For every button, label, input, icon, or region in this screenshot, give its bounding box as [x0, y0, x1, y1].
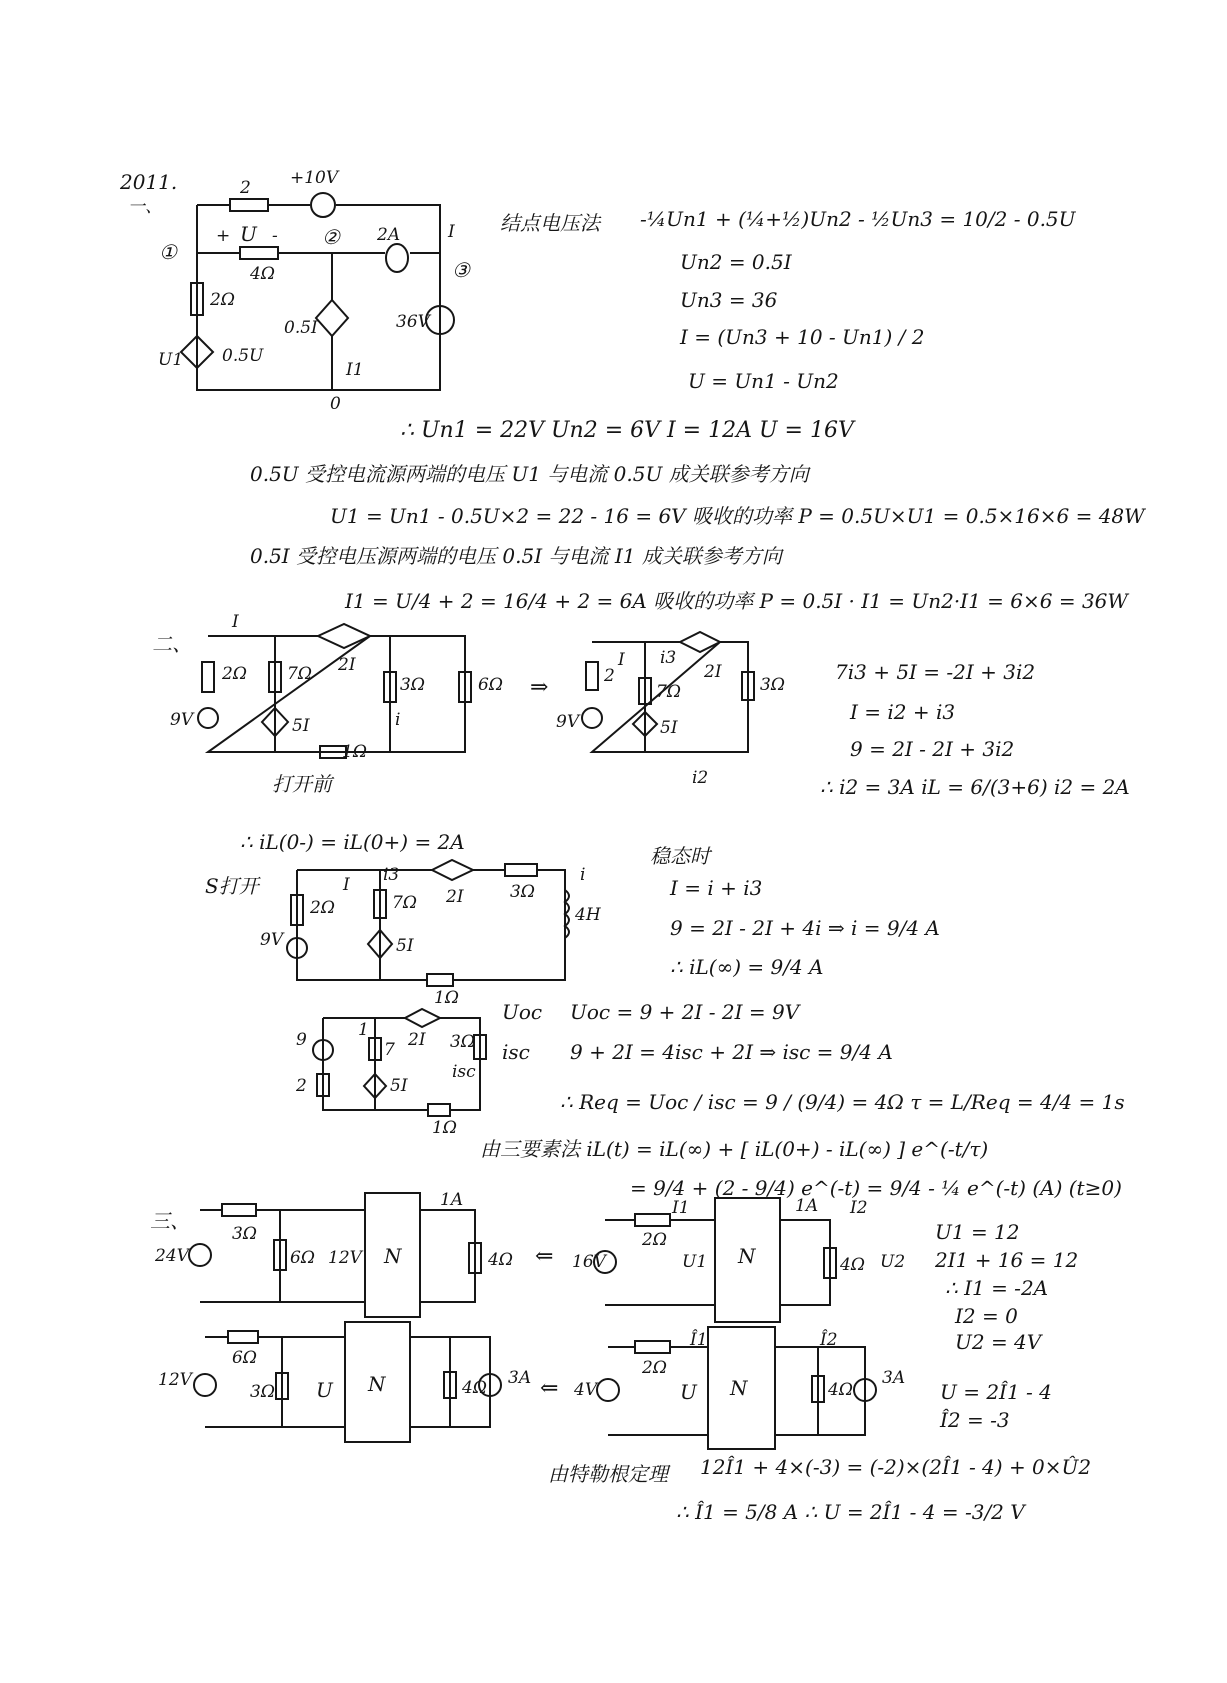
c3b-1a: 1A: [795, 1196, 819, 1216]
power-1: U1 = Un1 - 0.5U×2 = 22 - 16 = 6V 吸收的功率 P = 0.5U×U1 = 0.5×16×6 = 48W: [330, 504, 1145, 528]
c3-r2: 2Ω: [310, 898, 335, 918]
three-element-method: 由三要素法 iL(t) = iL(∞) + [ iL(0+) - iL(∞) ] e^(-t/τ): [480, 1137, 989, 1161]
c3-i-out: i: [580, 865, 586, 885]
steady-eq-3: ∴ iL(∞) = 9/4 A: [670, 955, 824, 979]
c3b-16v: 16V: [572, 1252, 606, 1272]
c3-5i: 5I: [396, 936, 414, 956]
label-4ohm: 4Ω: [250, 264, 275, 284]
label-36v: 36V: [396, 312, 430, 332]
c4-r1: 1Ω: [432, 1118, 457, 1138]
voltage-source-10v: [311, 193, 335, 217]
c2-r2: 2: [604, 666, 615, 686]
c3d-u: U: [680, 1380, 697, 1404]
voltage-source-4v: [597, 1379, 619, 1401]
uoc-equation: Uoc = 9 + 2I - 2I = 9V: [570, 1000, 800, 1024]
current-source-2a: [386, 244, 408, 272]
req-tau-equation: ∴ Req = Uoc / isc = 9 / (9/4) = 4Ω τ = L/Req = 4/4 = 1s: [560, 1090, 1125, 1114]
c3b-i2: I2: [850, 1198, 868, 1218]
c4-1: 1: [358, 1020, 369, 1040]
c3a-r6: 6Ω: [290, 1248, 315, 1268]
c4-5i: 5I: [390, 1076, 408, 1096]
right1-3: ∴ I1 = -2A: [945, 1276, 1049, 1300]
dependent-current-source: [680, 632, 720, 652]
label-node1: ①: [159, 240, 177, 264]
resistor: [505, 864, 537, 876]
resistor-2ohm: [635, 1214, 670, 1226]
right2-1: U = 2Î1 - 4: [940, 1380, 1052, 1404]
c1-2i: 2I: [338, 655, 356, 675]
uoc-label: Uoc: [502, 1000, 543, 1024]
circuit-2a: [198, 624, 471, 758]
c3a-1a: 1A: [440, 1190, 464, 1210]
power-2: I1 = U/4 + 2 = 16/4 + 2 = 6A 吸收的功率 P = 0.5I · I1 = Un2·I1 = 6×6 = 36W: [345, 589, 1128, 613]
label-i: I: [448, 222, 455, 242]
resistor: [202, 662, 214, 692]
c3-4h: 4H: [575, 905, 601, 925]
explanation-2: 0.5I 受控电压源两端的电压 0.5I 与电流 I1 成关联参考方向: [250, 544, 782, 568]
c3b-n: N: [738, 1244, 756, 1268]
c1-r3: 3Ω: [400, 675, 425, 695]
c3d-n: N: [730, 1376, 748, 1400]
label-10v: +10V: [290, 168, 339, 188]
equation-un3: Un3 = 36: [680, 288, 778, 312]
circuit-3b: [594, 1198, 836, 1322]
equation-i: I = (Un3 + 10 - Un1) / 2: [680, 325, 925, 349]
c1-i: I: [232, 612, 239, 632]
implies-arrow: ⇒: [530, 675, 549, 700]
c3d-3a: 3A: [882, 1368, 906, 1388]
problem-2-label: 二、: [152, 632, 192, 656]
circuit-3c: [194, 1322, 501, 1442]
label-node0: 0: [330, 394, 341, 414]
voltage-source: [198, 708, 218, 728]
voltage-source-12v: [194, 1374, 216, 1396]
c4-r3: 3Ω: [450, 1032, 475, 1052]
c3-i3: i3: [383, 865, 400, 885]
c3-i: I: [343, 875, 350, 895]
dependent-voltage-source: [316, 300, 348, 336]
resistor-2ohm: [635, 1341, 670, 1353]
eq-2-3: 9 = 2I - 2I + 3i2: [850, 737, 1015, 761]
resistor-4ohm: [240, 247, 278, 259]
c3-2i: 2I: [446, 887, 464, 907]
c1-r2: 2Ω: [222, 664, 247, 684]
resistor: [428, 1104, 450, 1116]
c3b-i1: I1: [672, 1198, 690, 1218]
c3b-u2: U2: [880, 1252, 906, 1272]
label-node2: ②: [322, 225, 340, 249]
label-2ohm: 2Ω: [210, 290, 235, 310]
resistor-6ohm: [228, 1331, 258, 1343]
c4-9: 9: [296, 1030, 307, 1050]
c2-2i: 2I: [704, 662, 722, 682]
label-r2: 2: [240, 178, 251, 198]
label-minus: -: [272, 226, 278, 246]
right1-2: 2I1 + 16 = 12: [935, 1248, 1079, 1272]
c2-i2: i2: [692, 768, 709, 788]
c3c-r3: 3Ω: [250, 1382, 275, 1402]
final-answer-3: ∴ Î1 = 5/8 A ∴ U = 2Î1 - 4 = -3/2 V: [676, 1500, 1025, 1524]
label-u: U: [240, 222, 257, 246]
resistor-3ohm: [222, 1204, 256, 1216]
c3c-3a: 3A: [508, 1368, 532, 1388]
c3-r7: 7Ω: [392, 893, 417, 913]
label-i1: I1: [346, 360, 364, 380]
c3d-r2: 2Ω: [642, 1358, 667, 1378]
initial-condition: ∴ iL(0-) = iL(0+) = 2A: [240, 830, 465, 854]
equiv-arrow-1: ⇐: [535, 1244, 554, 1269]
steady-eq-2: 9 = 2I - 2I + 4i ⇒ i = 9/4 A: [670, 916, 940, 940]
c3a-r4: 4Ω: [488, 1250, 513, 1270]
c3a-12v: 12V: [328, 1248, 362, 1268]
final-answer-2: = 9/4 + (2 - 9/4) e^(-t) = 9/4 - ¼ e^(-t) (A) (t≥0): [630, 1176, 1122, 1200]
c3d-i1h: Î1: [690, 1330, 708, 1350]
c2-r7: 7Ω: [656, 682, 681, 702]
label-2a: 2A: [377, 225, 401, 245]
right1-1: U1 = 12: [935, 1220, 1020, 1244]
c3c-12v: 12V: [158, 1370, 192, 1390]
c2-r3: 3Ω: [760, 675, 785, 695]
voltage-source: [582, 708, 602, 728]
eq-2-1: 7i3 + 5I = -2I + 3i2: [835, 660, 1036, 684]
method-label: 结点电压法: [500, 211, 600, 235]
steady-title: 稳态时: [650, 844, 710, 868]
equiv-arrow-2: ⇐: [540, 1376, 559, 1401]
resistor-2ohm: [230, 199, 268, 211]
tellegen-label: 由特勒根定理: [548, 1462, 668, 1486]
result-line: ∴ Un1 = 22V Un2 = 6V I = 12A U = 16V: [400, 418, 854, 443]
label-ctrl-u: 0.5U: [222, 346, 264, 366]
c4-7: 7: [384, 1040, 395, 1060]
c2-5i: 5I: [660, 718, 678, 738]
steady-eq-1: I = i + i3: [670, 876, 763, 900]
node-equation: -¼Un1 + (¼+½)Un2 - ½Un3 = 10/2 - 0.5U: [640, 207, 1076, 231]
eq-2-2: I = i2 + i3: [850, 700, 956, 724]
resistor: [586, 662, 598, 690]
c4-2: 2: [296, 1076, 307, 1096]
year-label: 2011.: [120, 170, 178, 194]
equation-un2: Un2 = 0.5I: [680, 250, 792, 274]
label-ctrl-i: 0.5I: [284, 318, 318, 338]
c3-r1: 1Ω: [434, 988, 459, 1008]
label-plus: +: [216, 226, 231, 246]
equation-u: U = Un1 - Un2: [688, 369, 839, 393]
c4-2i: 2I: [408, 1030, 426, 1050]
dependent-current-source: [432, 860, 473, 880]
c3c-u: U: [316, 1378, 333, 1402]
dependent-current-source: [318, 624, 370, 648]
right1-4: I2 = 0: [955, 1304, 1018, 1328]
label-node3: ③: [452, 258, 470, 282]
c1-i-small: i: [395, 710, 401, 730]
c3b-r4: 4Ω: [840, 1255, 865, 1275]
c3a-r3: 3Ω: [232, 1224, 257, 1244]
c2-i3: i3: [660, 648, 677, 668]
s-open-label: S打开: [205, 874, 259, 898]
circuit-2c: [287, 860, 569, 986]
c4-isc: isc: [452, 1062, 476, 1082]
c3c-r6: 6Ω: [232, 1348, 257, 1368]
dependent-current-source: [405, 1009, 440, 1027]
c2-9v: 9V: [556, 712, 580, 732]
voltage-source-24v: [189, 1244, 211, 1266]
tellegen-equation: 12Î1 + 4×(-3) = (-2)×(2Î1 - 4) + 0×Û2: [700, 1455, 1092, 1479]
isc-label: isc: [502, 1040, 530, 1064]
c3d-i2h: Î2: [820, 1330, 838, 1350]
c3b-r2: 2Ω: [642, 1230, 667, 1250]
right1-5: U2 = 4V: [955, 1330, 1042, 1354]
before-open-label: 打开前: [272, 772, 332, 796]
c3d-r4: 4Ω: [828, 1380, 853, 1400]
explanation-1: 0.5U 受控电流源两端的电压 U1 与电流 0.5U 成关联参考方向: [250, 462, 809, 486]
c1-9v: 9V: [170, 710, 194, 730]
c3-r3: 3Ω: [510, 882, 535, 902]
resistor: [427, 974, 453, 986]
c2-i: I: [618, 650, 625, 670]
c1-5i: 5I: [292, 716, 310, 736]
problem-1-label: 一、: [128, 197, 162, 217]
c1-r1: 1Ω: [342, 742, 367, 762]
right2-2: Î2 = -3: [940, 1408, 1010, 1432]
c3c-n: N: [368, 1372, 386, 1396]
c3-9v: 9V: [260, 930, 284, 950]
label-u1: U1: [158, 350, 184, 370]
c3a-n: N: [384, 1244, 402, 1268]
c1-r6: 6Ω: [478, 675, 503, 695]
eq-2-4: ∴ i2 = 3A iL = 6/(3+6) i2 = 2A: [820, 775, 1130, 799]
c3b-u1: U1: [682, 1252, 708, 1272]
isc-equation: 9 + 2I = 4isc + 2I ⇒ isc = 9/4 A: [570, 1040, 893, 1064]
c3a-24v: 24V: [155, 1246, 189, 1266]
c3d-4v: 4V: [574, 1380, 598, 1400]
c1-r7: 7Ω: [287, 664, 312, 684]
c3c-r4: 4Ω: [462, 1378, 487, 1398]
problem-3-label: 三、: [150, 1209, 190, 1233]
